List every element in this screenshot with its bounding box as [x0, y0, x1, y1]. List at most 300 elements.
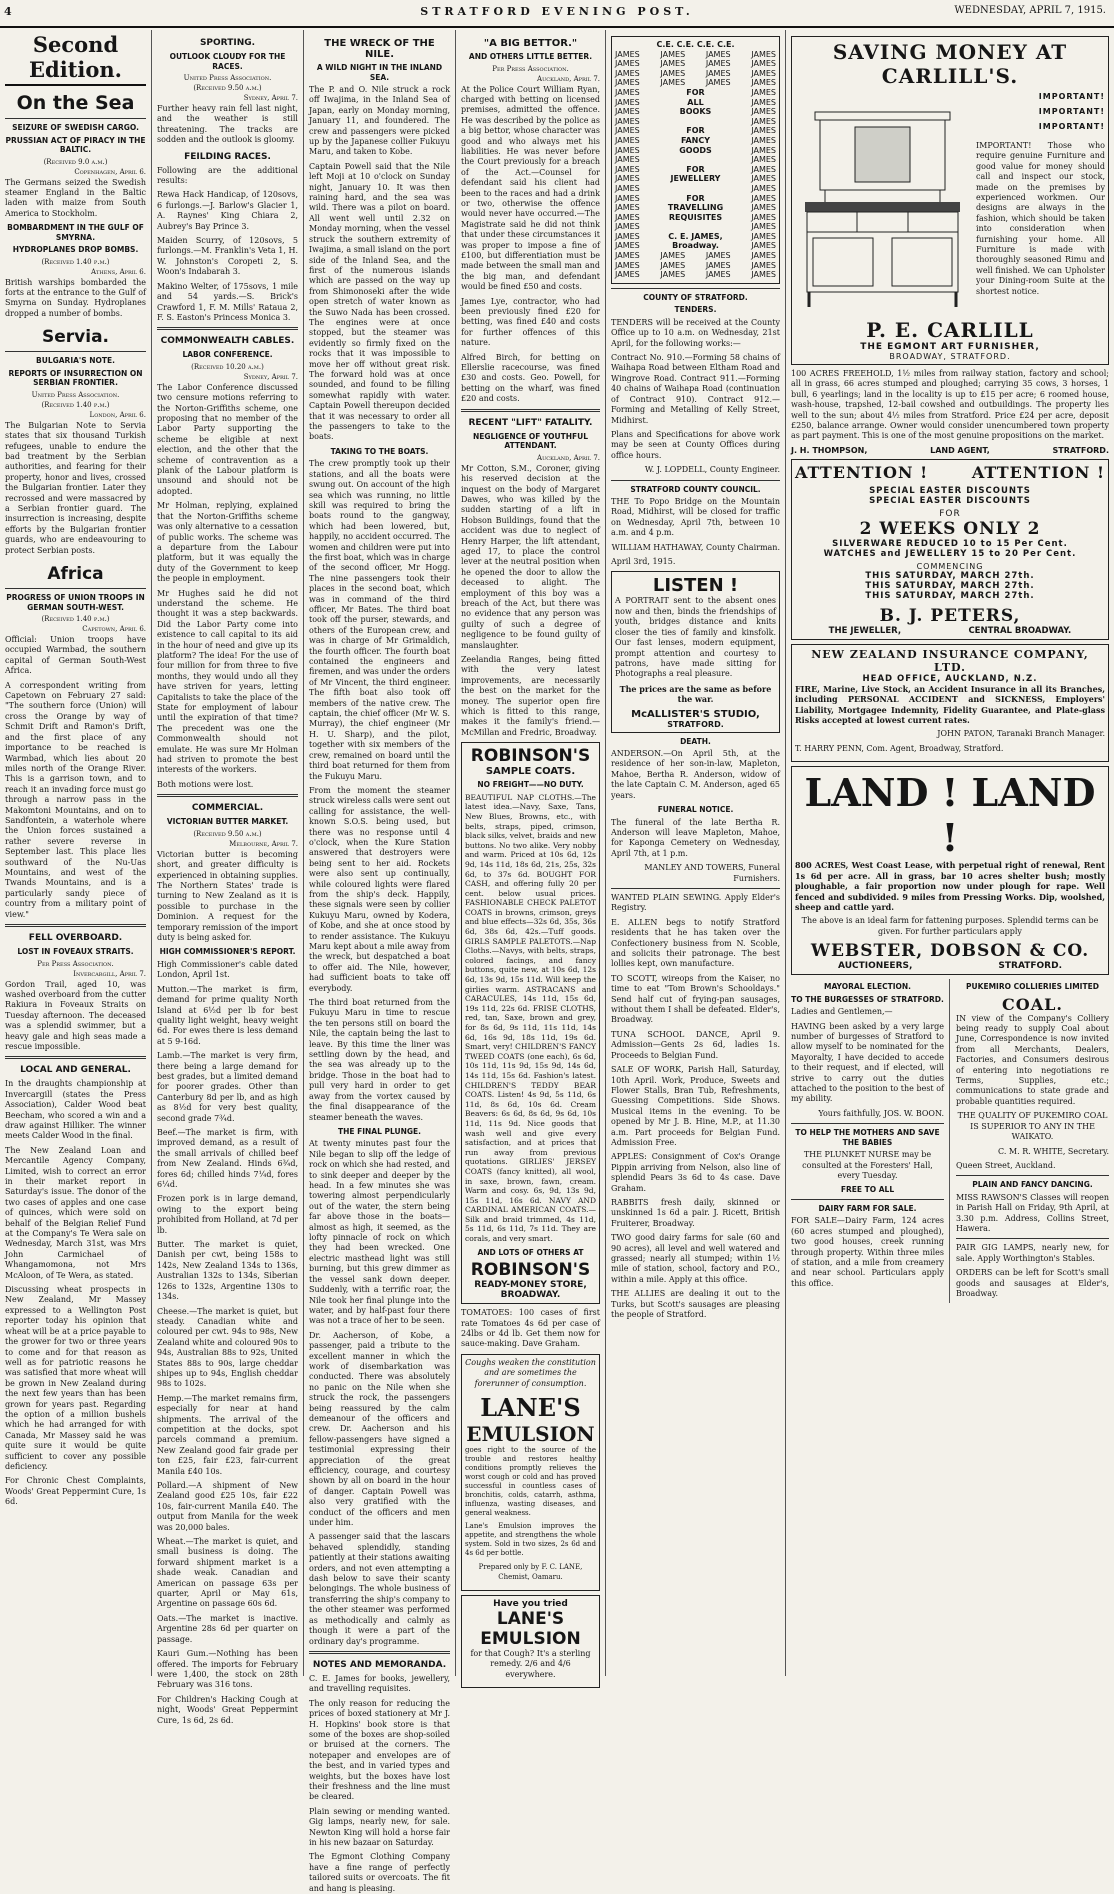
- feilding-heading: FEILDING RACES.: [184, 151, 271, 162]
- on-the-sea-heading: On the Sea: [16, 92, 135, 114]
- peters-ad: [791, 459, 1109, 640]
- stratford-label: STRATFORD.: [1052, 445, 1109, 455]
- james-text: JAMES: [705, 78, 731, 88]
- dancing-text: MISS RAWSON'S Classes will reopen in Parish Hall on Friday, 9th April, at 3.30 p.m. Address, Collins Street, Hawera.: [956, 1192, 1109, 1234]
- jeweller-label: THE JEWELLER,: [828, 625, 902, 636]
- james-text: JAMES: [751, 183, 776, 193]
- wreck-heading: THE WRECK OF THE NILE.: [324, 38, 435, 60]
- wild-night-heading: A WILD NIGHT IN THE INLAND SEA.: [316, 63, 443, 82]
- article-text: At the Police Court William Ryan, charged with betting on licensed premises, admitted the offence. He was described by the police as a big bettor, whose character was good and who always met his liabilities. He was never before the Court previously for a breach of the Act.—Counsel for defendant said his client had been to the races and had a drink or two, otherwise the offence would never have occurred.—The Magistrate said he did not think that under these circumstances it was proper to impose a fine of £100, but differentiation must be made between the small man and the big man, and defendant would be fined £50 and costs.: [461, 84, 600, 292]
- article-text: The P. and O. Nile struck a rock off Iwajima, in the Inland Sea of Japan, early on Monday morning, January 11, and foundered. The crew and passengers were picked up by the Japanese collier Fukuyu Maru, and taken to Kobe.: [309, 85, 450, 157]
- nzic-penn: T. HARRY PENN, Com. Agent, Broadway, Stratford.: [795, 743, 1004, 753]
- travelling-text: TRAVELLING: [667, 203, 724, 213]
- james-text: JAMES: [615, 126, 640, 136]
- article-text: The New Zealand Loan and Mercantile Agency Company, Limited, wish to correct an error in their market report in Saturday's issue. The donor of the two cases of apples and one case of quinces, which were sold on behalf of the Belgian Relief Fund at the Company's Te Wera sale on Wednesday, March 31st, was Mrs John Carmichael of Whangamomona, not Mrs McAloon, of Te Wera, as stated.: [5, 1145, 146, 1280]
- article-text: The third boat returned from the Fukuyu Maru in time to rescue the ten persons still on board the Nile, the captain being the last to leave. By this time the liner was settling down by the head, and the sea was already up to the bridge. Those in the boat had to pull very hard in order to get away from the vortex caused by the final disappearance of the steamer beneath the waves.: [309, 998, 450, 1122]
- final-plunge-heading: THE FINAL PLUNGE.: [337, 1126, 422, 1136]
- james-text: JAMES: [615, 97, 640, 107]
- saving-money-title: SAVING MONEY AT: [832, 40, 1068, 64]
- nzic-ad: [791, 644, 1109, 762]
- article-text: Plain sewing or mending wanted. Gig lamps, nearly new, for sale. Newton King will hold a horse fair in his new bazaar on Saturday.: [309, 1806, 450, 1847]
- thompson-name: J. H. THOMPSON,: [791, 445, 868, 455]
- article-text: The Egmont Clothing Company have a fine range of perfectly tailored suits or overcoats. The fit and hang is pleasing.: [309, 1852, 450, 1893]
- press-credit: United Press Association.: [183, 74, 272, 82]
- taking-boats-heading: TAKING TO THE BOATS.: [330, 446, 429, 456]
- press-credit: Per Press Association.: [492, 64, 569, 73]
- books-text: BOOKS: [679, 107, 712, 117]
- piracy-heading: PRUSSIAN ACT OF PIRACY IN THE BALTIC.: [5, 135, 146, 154]
- ce-james-name: C. E. JAMES,: [668, 231, 723, 241]
- robinsons-broadway: BROADWAY.: [500, 1290, 561, 1301]
- james-text: JAMES: [751, 260, 776, 270]
- mcallister-name: McALLISTER'S STUDIO,: [631, 708, 760, 720]
- notes-heading: NOTES AND MEMORANDA.: [312, 1659, 447, 1670]
- local-general-heading: LOCAL AND GENERAL.: [20, 1065, 131, 1076]
- james-text: JAMES: [615, 116, 640, 126]
- robinsons-text: BEAUTIFUL NAP CLOTHS.—The latest idea.—Navy, Saxe, Tans, New Blues, Browns, etc., with belts, straps, piped, crimson, black silks, velvet, braids and new buttons. No two alike. Very nobby and warm. Priced at 10s 6d, 12s 9d, 14s 11d, 18s 6d, 21s, 25s, 32s 6d, to 37s 6d. BOUGHT FOR CASH, and offering fully 20 per cent. below usual prices. FASHIONABLE CHECK PALETOT COATS in browns, crimson, greys and blue effects—32s 6d, 35s, 36s 6d, 38s 6d, 42s.—Tuff goods. GIRLS SAMPLE PALETOTS.—Nap Cloths.—Navys, with belts, straps, colored facings, and fancy buttons, quite new, at 10s 6d, 12s 6d, 13s 9d, 15s 11d. Will keep the girlies warm. ASTRACANS and CARACULES, 14s 11d, 15s 6d, 19s 11d, 22s 6d. FRISE CLOTHS, red, tan, Saxe, brown and grey, for 8s 6d, 9s 11d, 11s 11d, 14s 6d, 16s 9d, 18s 11d, 19s 6d. Smart, very! CHILDREN'S FANCY TWEED COATS (one each), 6s 6d, 10s 11d, 11s 9d, 15s 9d, 14s 6d, 14s 11d, 15s 6d. Fashion's latest. CHILDREN'S TEDDY BEAR COATS. Listen! 4s 9d, 5s 11d, 6s 11d, 8s 6d, 10s 6d. Cream Beavers: 6s 6d, 8s 6d, 9s 6d, 10s 11d, 11s 9d. Nice goods that wash well and give every satisfaction, and at prices that run away from previous quotations. GIRLIES' JERSEY COATS (fancy knitted), all wool, in saxe, brown, fawn, cream. Warm and cosy. 6s, 9d, 13s 9d, 15s 11d, 16s 6d. NAVY AND CARDINAL AMERICAN COATS.—Silk and braid trimmed, 4s 11d, 5s 11d, 6s 11d, 7s 11d. They are corals, and very smart.: [465, 792, 596, 1244]
- james-text: JAMES: [615, 49, 640, 59]
- dateline: Sydney, April 7.: [243, 372, 298, 381]
- robinsons-more: AND LOTS OF OTHERS AT: [477, 1247, 584, 1257]
- article-text: The Bulgarian Note to Servia states that six thousand Turkish refugees, unable to endure the bad treatment by the Serbian authorities, and fearing for their property, honor and lives, crossed the Bulgarian frontier. Later they recrossed and were massacred by a Serbian frontier guard. The insurrection is increasing, despite efforts by the Bulgarian frontier guards, who are endeavouring to protect Serbian posts.: [5, 420, 146, 555]
- nzic-text: FIRE, Marine, Live Stock, an Accident Insurance in all its Branches, including PERSONAL ACCIDENT and SICKNESS, Employers' Liability, Mortgagee Indemnity, Fidelity Guarantee, and Plate-glass Risks accepted at lowest current rates.: [795, 683, 1105, 726]
- robinsons-title: ROBINSON'S: [470, 746, 591, 767]
- james-text: JAMES: [751, 145, 776, 155]
- james-text: JAMES: [615, 135, 640, 145]
- carlill-text: IMPORTANT! Those who require genuine Furniture and good value for money should call and inspect our stock, made on the premises by experienced workmen. Our designs are always in the fashion, which should be taken into consideration when furnishing your home. All Furniture is made with thoroughly seasoned Rimu and well finished. We can Upholster your Dining-room Suite at the shortest notice.: [976, 141, 1105, 296]
- james-text: JAMES: [615, 222, 640, 232]
- mothers-heading: TO HELP THE MOTHERS AND SAVE THE BABIES: [795, 1128, 940, 1147]
- james-text: JAMES: [751, 222, 776, 232]
- lift-heading: RECENT "LIFT" FATALITY.: [468, 417, 593, 428]
- classified-ad: TWO good dairy farms for sale (60 and 90 acres), all level and well watered and grassed; nearly all stumped; within 1½ mile of station, school, factory and P.O., within a mile. Apply at this office.: [611, 1233, 780, 1284]
- ce-header: C.E. C.E. C.E. C.E.: [656, 40, 735, 49]
- james-text: JAMES: [751, 135, 776, 145]
- article-text: Hemp.—The market remains firm, especially for near at hand shipments. The arrival of the competition at the docks, spot parcels command a premium. New Zealand good fair grade per ton £25, fair £23, fair-current Manila £40 10s.: [157, 1393, 298, 1476]
- carlill-address: BROADWAY, STRATFORD.: [889, 352, 1011, 361]
- classified-ad: E. ALLEN begs to notify Stratford residents that he has taken over the Confectionery business from N. Scoble, and solicits their patronage. The best lollies kept, own manufacture.: [611, 917, 780, 969]
- dateline: Capetown, April 6.: [82, 625, 146, 634]
- bulgaria-heading: BULGARIA'S NOTE.: [36, 356, 115, 366]
- paper-title: STRATFORD EVENING POST.: [420, 5, 694, 18]
- article-text: Pollard.—A shipment of New Zealand good £25 10s, fair £22 10s, fair-current Manila £40. The output from Manila for the week was 20,000 bales.: [157, 1481, 298, 1532]
- dateline: Athens, April 6.: [90, 267, 146, 276]
- column-1: [0, 30, 152, 1676]
- dairy-text: FOR SALE—Dairy Farm, 124 acres (60 acres stumped and ploughed), two good houses, creek running through property. Within three miles of station, and a mile from creamery and near school. Particulars apply this office.: [791, 1216, 944, 1288]
- james-text: JAMES: [615, 270, 640, 280]
- james-text: JAMES: [751, 87, 776, 97]
- butter-heading: VICTORIAN BUTTER MARKET.: [166, 817, 289, 827]
- seizure-heading: SEIZURE OF SWEDISH CARGO.: [12, 123, 139, 132]
- servia-heading: Servia.: [42, 327, 109, 348]
- robinsons-tag: NO FREIGHT——NO DUTY.: [477, 780, 584, 790]
- funeral-signature: MANLEY AND TOWERS, Funeral Furnishers.: [644, 863, 780, 883]
- mcallister-location: STRATFORD.: [667, 719, 724, 729]
- special-discount: SPECIAL EASTER DISCOUNTS: [869, 485, 1031, 496]
- notice-signature: WILLIAM HATHAWAY, County Chairman.: [611, 542, 780, 552]
- reports-heading: REPORTS OF INSURRECTION ON SERBIAN FRONTIER.: [8, 368, 143, 388]
- james-text: JAMES: [751, 203, 776, 213]
- for-text: FOR: [686, 126, 705, 136]
- article-text: Both motions were lost.: [157, 779, 254, 789]
- james-text: JAMES: [615, 107, 640, 117]
- nzic-head-office: HEAD OFFICE, AUCKLAND, N.Z.: [862, 673, 1038, 684]
- big-bettor-heading: "A BIG BETTOR.": [483, 38, 578, 49]
- goods-text: GOODS: [679, 145, 712, 155]
- notice-text: THE To Popo Bridge on the Mountain Road, Midhirst, will be closed for traffic on Wednesday, April 7th, between 10 a.m. and 4 p.m.: [611, 497, 780, 538]
- dateline: Auckland, April 7.: [537, 74, 600, 83]
- carlill-ad: [791, 36, 1109, 365]
- land-text-2: The above is an ideal farm for fattening purposes. Splendid terms can be given. For further particulars apply: [801, 916, 1099, 936]
- article-text: James Lye, contractor, who had been previously fined £20 for betting, was fined £40 and costs for further offences of this nature.: [461, 296, 600, 348]
- land-agent-label: LAND AGENT,: [930, 445, 990, 455]
- important-label: IMPORTANT!: [1038, 107, 1105, 116]
- negligence-heading: NEGLIGENCE OF YOUTHFUL ATTENDANT.: [472, 431, 589, 451]
- article-text: The only reason for reducing the prices of boxed stationery at Mr J. H. Hopkins' book store is that some of the boxes are shop-soiled or bruised at the corners. The notepaper and envelopes are of the best, and in varied types and weights, but the boxes have lost their freshness and the line must be cleared.: [309, 1698, 450, 1802]
- mayoral-signature: Yours faithfully, JOS. W. BOON.: [818, 1108, 944, 1118]
- received-time: (Received 9.50 a.m.): [193, 84, 262, 92]
- second-edition-title: Second Edition.: [5, 32, 146, 86]
- james-text: JAMES: [751, 68, 776, 78]
- classified-ad: RABBITS fresh daily, skinned or unskinned 1s 6d a pair. J. Ricett, British Fruiterer, Broadway.: [611, 1197, 780, 1228]
- two-weeks-title: 2 WEEKS ONLY 2: [859, 518, 1041, 539]
- plunket-text: THE PLUNKET NURSE may be consulted at the Foresters' Hall, every Tuesday.: [802, 1150, 933, 1180]
- funeral-text: The funeral of the late Bertha R. Anderson will leave Mapleton, Mahoe, for Kaponga Cemetery on Wednesday, April 7th, at 1 p.m.: [611, 817, 780, 858]
- fancy-text: FANCY: [680, 135, 711, 145]
- stratford-label: STRATFORD.: [998, 961, 1062, 972]
- article-text: Mutton.—The market is firm, demand for prime quality North Island at 6½d per lb for best quality light weight, heavy weight 6d. For ewes there is less demand at 5 9-16d.: [157, 984, 298, 1046]
- robinsons-subtitle: SAMPLE COATS.: [485, 766, 576, 778]
- james-text: JAMES: [615, 260, 640, 270]
- article-text: Oats.—The market is inactive. Argentine 28s 6d per quarter on passage.: [157, 1613, 298, 1644]
- carlill-egmont: THE EGMONT ART FURNISHER,: [860, 342, 1040, 352]
- press-credit: Per Press Association.: [37, 959, 114, 968]
- mayoral-text: HAVING been asked by a very large number of burgesses of Stratford to allow myself to be nominated for the Mayoralty, I have decided to accede to their request, and if elected, will strive to carry out the duties attached to the position to the best of my ability.: [791, 1021, 944, 1104]
- received-time: (Received 9.0 a.m.): [43, 157, 108, 166]
- coal-title: COAL.: [1002, 994, 1063, 1014]
- james-text: JAMES: [660, 260, 686, 270]
- article-text: British warships bombarded the forts at the entrance to the Gulf of Smyrna on Sunday. Hydroplanes dropped a number of bombs.: [5, 277, 146, 318]
- james-text: JAMES: [751, 78, 776, 88]
- carlills-title: CARLILL'S.: [881, 64, 1019, 88]
- james-text: JAMES: [751, 164, 776, 174]
- james-text: JAMES: [660, 270, 686, 280]
- james-text: JAMES: [660, 49, 686, 59]
- article-text: Captain Powell said that the Nile left Moji at 10 o'clock on Sunday night, January 10. It was then raining hard, and the sea was wild. There was a pilot on board. All went well until 2.32 on Monday morning, when the vessel struck the southern extremity of Iwajima, a small island on the port side of the Inland Sea, and the first of the numerous islands which are passed on the way up from Shimonoseki after the wide open stretch of water known as the Suwo Nada has been crossed. The engines were at once stopped, but the steamer was evidently so firmly fixed on the rocks that it was impossible to move her off without great risk. The forward hold was at once sounded, and found to be filling somewhat rapidly with water. Captain Powell thereupon decided that it was necessary to order all the passengers to take to the boats.: [309, 161, 450, 442]
- outlook-heading: OUTLOOK CLOUDY FOR THE RACES.: [169, 52, 286, 71]
- issue-date: WEDNESDAY, APRIL 7, 1915.: [954, 5, 1106, 16]
- attention-title: ATTENTION !: [795, 462, 929, 482]
- received-time: (Received 1.40 p.m.): [41, 615, 110, 624]
- lanes-2-text: for that Cough? It's a sterling remedy. 2/6 and 4/6 everywhere.: [470, 1648, 591, 1679]
- land-agent-text: 100 ACRES FREEHOLD, 1½ miles from railway station, factory and school; all in grass, 66 acres stumped and ploughed; carrying 35 cows, 3 horses, 1 bull, 6 yearlings; land in the locality is up to £15 per acre; 6 roomed house, wash-house, trapshed, 12-bail cowshed and outbuildings. The property lies well to the sun; about 4½ miles from Stratford. Price £24 per acre, deposit £250, balance arrange. Owner would consider unencumbered town property as part payment. This is one of the most genuine propositions on the market.: [791, 369, 1109, 441]
- classified-ad: APPLES: Consignment of Cox's Orange Pippin arriving from Nelson, also line of splendid Pears 3s 6d to 4s case. Dave Graham.: [611, 1152, 780, 1193]
- commercial-heading: COMMERCIAL.: [191, 803, 264, 814]
- article-text: The Germans seized the Swedish steamer England in the Baltic laden with maize from South America to Stockholm.: [5, 177, 146, 218]
- article-text: Cheese.—The market is quiet, but steady. Canadian white and coloured per cwt. 94s to 98s, New Zealand white and coloured 90s to 94s, Australian 88s to 92s, United States 88s to 90s, large cheddar shipes up to 94s, English cheddar 98s to 102s.: [157, 1306, 298, 1389]
- important-label: IMPORTANT!: [1038, 92, 1105, 101]
- hydroplanes-heading: HYDROPLANES DROP BOMBS.: [12, 245, 139, 255]
- article-text: Gordon Trail, aged 10, was washed overboard from the cutter Rakiura in Foveaux Straits on Tuesday afternoon. The deceased was a splendid swimmer, but a heavy gale and high seas made a rescue impossible.: [5, 979, 146, 1051]
- coal-quality: THE QUALITY OF PUKEMIRO COAL IS SUPERIOR TO ANY IN THE WAIKATO.: [957, 1111, 1108, 1142]
- land-text: 800 ACRES, West Coast Lease, with perpetual right of renewal, Rent 1s 6d per acre. All in grass, bar 10 acres shelter bush; mostly ploughable, a fair proportion now under plough for rape. Well fenced and subdivided. 9 miles from Pressing Works. Dip, woolshed, sheep and cattle yard.: [795, 860, 1105, 912]
- dateline: London, April 6.: [89, 410, 146, 419]
- james-text: JAMES: [751, 155, 776, 165]
- dairy-heading: DAIRY FARM FOR SALE.: [818, 1203, 917, 1213]
- article-text: Butter. The market is quiet, Danish per cwt, being 158s to 142s, New Zealand 134s to 136s, Australian 132s to 134s, Siberian 126s to 132s, Argentine 130s to 134s.: [157, 1240, 298, 1302]
- james-text: JAMES: [660, 68, 686, 78]
- council-heading: STRATFORD COUNTY COUNCIL.: [630, 484, 761, 494]
- article-text: Maiden Scurry, of 120sovs, 5 furlongs.—M. Franklin's Veta 1, H. W. Johnston's Coropeti 2, S. Woon's Indabarah 3.: [157, 236, 298, 277]
- james-text: JAMES: [615, 59, 640, 69]
- lanes-prepared: Prepared only by F. C. LANE, Chemist, Oamaru.: [478, 1563, 583, 1582]
- article-text: Rewa Hack Handicap, of 120sovs, 6 furlongs.—J. Barlow's Glacier 1, A. Raynes' King Chiara 2, Aubrey's Bay Prince 3.: [157, 190, 298, 231]
- central-label: CENTRAL BROADWAY.: [968, 625, 1072, 636]
- tomatoes-ad: TOMATOES: 100 cases of first rate Tomatoes 4s 6d per case of 24lbs or 4d lb. Get them now for sauce-making. Dave Graham.: [461, 1308, 600, 1349]
- article-text: A correspondent writing from Capetown on February 27 said: "The southern force (Union) will cross the Orange by way of Schmit Drift and Ramon's Drift, and the first place of any importance to be reached is Warmbad, which lies about 20 miles north of the Orange River. This is a garrison town, and to reach it an invading force must go through a narrow pass in the Makomtoni Mountains, and on to Sandfontein, a waterhole where the Union forces sustained a rather severe reverse in September last. This place lies southward of the Nu-Uas Mountains, and west of the Twands Mountains, and is a particularly sandy piece of country from a military point of view.": [5, 680, 146, 919]
- james-text: JAMES: [615, 155, 640, 165]
- james-text: JAMES: [615, 174, 640, 184]
- james-text: JAMES: [615, 183, 640, 193]
- james-text: JAMES: [615, 241, 640, 251]
- for-text: FOR: [686, 87, 705, 97]
- column-6: [786, 30, 1114, 1676]
- hc-report-heading: HIGH COMMISSIONER'S REPORT.: [159, 947, 296, 957]
- special-discount: SPECIAL EASTER DISCOUNTS: [869, 495, 1031, 506]
- saturday-line: THIS SATURDAY, MARCH 27th.: [865, 580, 1035, 591]
- dateline: Melbourne, April 7.: [229, 839, 298, 848]
- dateline: Auckland, April 7.: [537, 453, 600, 462]
- lanes-emulsion-title: EMULSION: [466, 1422, 595, 1446]
- column-4: [456, 30, 606, 1679]
- dateline: Copenhagen, April 6.: [74, 167, 146, 176]
- free-heading: FREE TO ALL: [840, 1185, 895, 1195]
- article-text: Following are the additional results:: [157, 165, 298, 186]
- james-text: JAMES: [751, 49, 776, 59]
- overboard-heading: FELL OVERBOARD.: [28, 933, 123, 943]
- received-time: (Received 10.20 a.m.): [191, 362, 264, 371]
- james-text: JAMES: [751, 193, 776, 203]
- article-text: Alfred Birch, for betting on Ellerslie racecourse, was fined £30 and costs. Geo. Powell, for betting on the wharf, was fined £20 and costs.: [461, 352, 600, 404]
- james-text: JAMES: [615, 164, 640, 174]
- james-text: JAMES: [705, 270, 731, 280]
- land-ad: [791, 766, 1109, 975]
- article-text: Victorian butter is becoming short, and greater difficulty is experienced in obtaining supplies. The Northern States' trade is turning to New Zealand as it is possible to purchase in the Dominion. A request for the temporary remission of the import duty is being asked for.: [157, 849, 298, 942]
- james-text: JAMES: [751, 251, 776, 261]
- death-heading: DEATH.: [680, 736, 711, 746]
- article-text: From the moment the steamer struck wireless calls were sent out calling for assistance, the well-known S.O.S. being used, but there was no response until 4 o'clock, when the Kure Station answered that destroyers were being sent to her aid. Rockets were also sent up continually, while coloured lights were flared from the ship's deck. Happily, these signals were seen by collier Kukuyu Maru, owned by Kodera, of Kobe, and she at once stood by to render assistance. The Kukuyu Maru kept about a mile away from the wreck, but despatched a boat to offer aid. The Nile, however, had sufficient boats to take off everybody.: [309, 785, 450, 993]
- lost-heading: LOST IN FOVEAUX STRAITS.: [17, 947, 134, 956]
- burgesses-heading: TO THE BURGESSES OF STRATFORD.: [791, 994, 944, 1004]
- article-text: Mr Holman, replying, explained that the Norton-Griffiths scheme was only alternative to a cessation of public works. The scheme was a departure from the Labour platform, but it was equally the duty of the Government to keep the people in employment.: [157, 501, 298, 584]
- notice-signature: W. J. LOPDELL, County Engineer.: [644, 465, 780, 475]
- james-text: JAMES: [751, 97, 776, 107]
- james-text: JAMES: [615, 203, 640, 213]
- article-text: Discussing wheat prospects in New Zealand, Mr Massey expressed to a Wellington Post reporter today his opinion that wheat will be at a price payable to the grower for two or three years to come and for that reason as well as for patriotic reasons he was satisfied that more wheat will be grown in New Zealand during the next few years than has been grown for years past. Regarding the option of a million bushels which he had arranged for with Canada, Mr Massey said he was quite sure it would be quite sufficient to cover any possible deficiency.: [5, 1285, 146, 1471]
- james-text: JAMES: [751, 116, 776, 126]
- attention-title-2: ATTENTION !: [971, 462, 1105, 482]
- james-text: JAMES: [751, 241, 776, 251]
- ce-james-broadway: Broadway.: [672, 241, 719, 251]
- article-text: For Chronic Chest Complaints, Woods' Great Peppermint Cure, 1s 6d.: [5, 1476, 146, 1507]
- column-5: [606, 30, 786, 1676]
- james-text: JAMES: [660, 59, 686, 69]
- james-text: JAMES: [751, 174, 776, 184]
- classified-ad: WANTED PLAIN SEWING. Apply Elder's Registry.: [611, 893, 780, 913]
- lanes-2-title: LANE'S EMULSION: [480, 1608, 581, 1649]
- nzic-paton: JOHN PATON, Taranaki Branch Manager.: [937, 729, 1105, 739]
- notice-text: TENDERS will be received at the County Office up to 10 a.m. on Wednesday, 21st April, for the following works:—: [611, 317, 780, 348]
- james-text: JAMES: [615, 145, 640, 155]
- article-text: Kauri Gum.—Nothing has been offered. The imports for February were 1,400, the stock on 28th February was 316 tons.: [157, 1649, 298, 1690]
- for-text: FOR: [686, 193, 705, 203]
- robinsons-title-2: ROBINSON'S: [470, 1260, 591, 1281]
- notice-text: Plans and Specifications for above work may be seen at County Offices during office hours.: [611, 429, 780, 460]
- james-text: JAMES: [705, 260, 731, 270]
- lanes-text-2: Lane's Emulsion improves the appetite, and strengthens the whole system. Sold in two sizes, 2s 6d and 4s 6d per bottle.: [465, 1522, 596, 1557]
- notice-text: Contract No. 910.—Forming 58 chains of Waihapa Road between Eltham Road and Wingrove Road. Contract 911.—Forming 40 chains of Waihapa Road (continuation of Contract 910). Contract 912.—Forming and Metalling of Kelly Street, Midhirst.: [611, 353, 780, 425]
- coal-address: Queen Street, Auckland.: [956, 1160, 1056, 1170]
- commonwealth-heading: COMMONWEALTH CABLES.: [160, 336, 295, 347]
- robinsons-ad: [461, 742, 600, 1304]
- dateline: Sydney, April 7.: [243, 94, 298, 102]
- for-text: FOR: [686, 164, 705, 174]
- mayoral-salutation: Ladies and Gentlemen,—: [791, 1007, 893, 1017]
- james-text: JAMES: [751, 231, 776, 241]
- all-text: ALL: [687, 97, 704, 107]
- auctioneers-label: AUCTIONEERS,: [838, 961, 913, 972]
- funeral-heading: FUNERAL NOTICE.: [657, 805, 734, 815]
- james-text: JAMES: [660, 78, 686, 88]
- article-text: Frozen pork is in large demand, owing to the export being prohibited from Holland, at 7d per lb.: [157, 1194, 298, 1235]
- received-time: (Received 1.40 p.m.): [41, 257, 110, 266]
- coal-text: IN view of the Company's Colliery being ready to supply Coal about June, Correspondence is now invited from all Merchants, Dealers, Factories, and Consumers desirous of entering into negotiations re Terms, Supplies, etc.; communications to state grade and probable quantities required.: [956, 1013, 1109, 1106]
- article-text: Official: Union troops have occupied Warmbad, the southern capital of German South-West Africa.: [5, 635, 146, 676]
- james-text: JAMES: [751, 59, 776, 69]
- dancing-heading: PLAIN AND FANCY DANCING.: [972, 1180, 1093, 1190]
- james-text: JAMES: [751, 126, 776, 136]
- carlill-name: P. E. CARLILL: [866, 318, 1034, 342]
- silver-line: SILVERWARE REDUCED 10 to 15 Per Cent.: [832, 538, 1068, 549]
- robinsons-store: READY-MONEY STORE,: [474, 1280, 587, 1291]
- article-text: A passenger said that the lascars behaved splendidly, standing patiently at their stations awaiting orders, and not even attempting a dash below to save their scanty belongings. The whole business of transferring the ship's company to the other steamer was performed as methodically and calmly as though it were a part of the ordinary day's programme.: [309, 1532, 450, 1646]
- article-text: High Commissioner's cable dated London, April 1st.: [157, 959, 298, 980]
- article-text: The crew promptly took up their stations, and all the boats were swung out. On account of the high sea which was running, no little skill was required to bring the boats round to the gangway, which had been lowered, but, happily, no accident occurred. The women and children were put into the first boat, which was in charge of the second officer, Mr Hogg. The nine passengers took their places in the second boat, which was in command of the third officer, Mr Bates. The third boat took off the purser, stewards, and others of the European crew, and was in charge of Mr Grimaldich, the fourth officer. The fourth boat contained the engineers and firemen, and was under the orders of Mr Vincent, the third engineer. The fifth boat also took off members of the native crew. The captain, the chief officer (Mr W. S. Murray), the chief engineer (Mr H. U. Sharp), and the pilot, together with six members of the crew, remained on board until the third boat returned for them from the Fukuyu Maru.: [309, 459, 451, 781]
- webster-name: WEBSTER, DOBSON & CO.: [810, 941, 1090, 962]
- listen-ad: [611, 571, 780, 732]
- watches-line: WATCHES and JEWELLERY 15 to 20 Per Cent.: [823, 548, 1077, 559]
- masthead: [0, 0, 1114, 28]
- james-text: JAMES: [705, 251, 731, 261]
- article-text: Further heavy rain fell last night, and the weather is still threatening. The tracks are sodden and the outlook is gloomy.: [157, 104, 298, 145]
- lanes-emulsion-ad: [461, 1354, 600, 1591]
- classified-ad: TUNA SCHOOL DANCE, April 9. Admission—Gents 2s 6d, ladies 1s. Proceeds to Belgian Fund.: [611, 1029, 780, 1060]
- saturday-line: THIS SATURDAY, MARCH 27th.: [865, 590, 1035, 601]
- death-text: ANDERSON.—On April 5th, at the residence of her son-in-law, Mapleton, Mahoe, Bertha R. Anderson, widow of the late Captain C. M. Anderson, aged 65 years.: [611, 749, 780, 800]
- lanes-text: goes right to the source of the trouble and restores healthy conditions promptly relieves the worst cough or cold and has proved successful in countless cases of bronchitis, colds, catarrh, asthma, influenza, wasting diseases, and general weakness.: [465, 1446, 596, 1517]
- article-text: Zeelandia Ranges, being fitted with the very latest improvements, are necessarily the best on the market for the money. The superior open fire which is fitted to this range, makes it the family's friend.—McMillan and Fredric, Broadway.: [461, 655, 600, 737]
- received-time: (Received 1.40 p.m.): [41, 400, 110, 409]
- james-text: JAMES: [705, 68, 731, 78]
- article-text: At twenty minutes past four the Nile began to slip off the ledge of rock on which she had rested, and to sink deeper and deeper by the head. In a few minutes she was towering almost perpendicularly out of the water, the stern being far above those in the boats—almost as high, it seemed, as the lofty pinnacle of rock on which they had been wrecked. One electric masthead light was still burning, but this grew dimmer as the vessel sank down deeper. Suddenly, with a terrific roar, the Nile took her final plunge into the water, and by half-past four there was not a trace of her to be seen.: [309, 1139, 450, 1326]
- coal-secretary: C. M. R. WHITE, Secretary.: [998, 1146, 1109, 1156]
- article-text: Wheat.—The market is quiet, and small business is doing. The forward shipment market is a shade weak. Canadian and American on passage 63s per quarter, April or May 61s, Argentine on passage 60s 6d.: [157, 1537, 298, 1609]
- james-text: JAMES: [660, 251, 686, 261]
- lanes-2-tag: Have you tried: [493, 1598, 568, 1609]
- article-text: The Labor Conference discussed two censure motions referring to the Norton-Griffiths scheme, one proposing that no member of the Labor Party supporting the scheme be eligible at next election, and the other that the scheme of contravention as a plank of the Labour platform is unsound and should not be adopted.: [157, 382, 298, 496]
- others-heading: AND OTHERS LITTLE BETTER.: [468, 52, 593, 61]
- column-3: [304, 30, 456, 1893]
- listen-prices: The prices are the same as before the war.: [619, 683, 772, 705]
- peters-name: B. J. PETERS,: [879, 605, 1021, 626]
- column-2: [152, 30, 304, 1725]
- listen-text: A PORTRAIT sent to the absent ones now and then, binds the friendships of youth, bridges distance and knits closer the ties of family and kinsfolk. Our fast lenses, modern equipment, prompt attention and courtesy to patrons, have made sitting for Photographs a real pleasure.: [615, 596, 776, 679]
- james-text: JAMES: [615, 251, 640, 261]
- africa-heading: Africa: [47, 564, 104, 585]
- lanes-title: LANE'S: [480, 1393, 581, 1422]
- press-credit: United Press Association.: [31, 390, 120, 399]
- notice-date: April 3rd, 1915.: [611, 557, 676, 567]
- james-text: JAMES: [615, 87, 640, 97]
- page-number: 4: [4, 5, 12, 18]
- saturday-line: THIS SATURDAY, MARCH 27th.: [865, 570, 1035, 581]
- ce-james-ad: [611, 36, 780, 284]
- requisites-text: REQUISITES: [668, 212, 723, 222]
- article-text: Makino Welter, of 175sovs, 1 mile and 54 yards.—S. Brick's Crawford 1, F. M. Mills' Rataua 2, F. S. Easton's Princess Monica 3.: [157, 281, 298, 322]
- classified-ad: TO SCOTT, wireops from the Kaiser, no time to eat "Tom Brown's Schooldays." Send half cut of frying-pan sausages, without them I shall be defeated. Elder's, Broadway.: [611, 973, 780, 1025]
- james-text: JAMES: [615, 212, 640, 222]
- gig-lamps-ad: PAIR GIG LAMPS, nearly new, for sale. Apply Worthington's Stables.: [956, 1243, 1109, 1263]
- james-text: JAMES: [615, 193, 640, 203]
- sporting-heading: SPORTING.: [199, 38, 256, 48]
- for-label: FOR: [939, 508, 961, 519]
- article-text: For Children's Hacking Cough at night, Woods' Great Peppermint Cure, 1s 6d, 2s 6d.: [157, 1694, 298, 1725]
- james-text: JAMES: [615, 78, 640, 88]
- classified-ad: THE ALLIES are dealing it out to the Turks, but Scott's sausages are pleasing the people of Stratford.: [611, 1289, 780, 1320]
- james-text: JAMES: [705, 59, 731, 69]
- lanes-emulsion-ad-2: [461, 1595, 600, 1688]
- article-text: In the draughts championship at Invercargill (states the Press Association), Calder Wood beat Beecham, who scored a win and a draw against Hilliker. The winner meets Calder Wood in the final.: [5, 1079, 146, 1141]
- bombardment-heading: BOMBARDMENT IN THE GULF OF SMYRNA.: [7, 223, 144, 242]
- pukemiro-heading: PUKEMIRO COLLIERIES LIMITED: [966, 982, 1099, 992]
- lanes-intro: Coughs weaken the constitution and are sometimes the forerunner of consumption.: [465, 1357, 596, 1388]
- james-text: JAMES: [751, 212, 776, 222]
- important-label: IMPORTANT!: [1038, 122, 1105, 131]
- article-text: Beef.—The market is firm, with improved demand, as a result of the small arrivals of chilled beef from New Zealand. Hinds 6¾d, fores 6d; chilled hinds 7¼d, fores 6¼d.: [157, 1128, 298, 1190]
- orders-ad: ORDERS can be left for Scott's small goods and sausages at Elder's, Broadway.: [956, 1268, 1109, 1299]
- thompson-line: [791, 446, 1109, 455]
- land-title: LAND ! LAND !: [804, 770, 1096, 861]
- article-text: Mr Cotton, S.M., Coroner, giving his reserved decision at the inquest on the body of Margaret Dawes, who was killed by the sudden starting of a lift in Hobson Buildings, found that the accident was due to neglect of Henry Harper, the lift attendant, aged 17, to place the control lever at the neutral position when he opened the door to allow the deceased to alight. The employment of this boy was a breach of the Act, but there was no evidence that any person was guilty of such a degree of negligence to be found guilty of manslaughter.: [461, 463, 600, 650]
- classified-ad: SALE OF WORK, Parish Hall, Saturday, 10th April. Work, Produce, Sweets and Flower Stalls, Bran Tub, Refreshments, Guessing Competitions. Side Shows. Musical items in the evening. To be opened by Mr J. B. Hine, M.P., at 11.30 a.m. Part proceeds for Belgian Fund. Admission Free.: [611, 1065, 780, 1147]
- listen-title: LISTEN !: [652, 575, 739, 597]
- mayoral-heading: MAYORAL ELECTION.: [824, 982, 911, 992]
- article-text: Mr Hughes said he did not understand the scheme. He thought it was a step backwards. Did the Labor Party come into existence to call capital to its aid in the hour of need and give up its platform? The idea! For the use of four million for from three to five months, they would undo all they have striven for years, letting Capitalists to take the place of the State for employment of labour until the expiration of that time? The precedent was one the Commonwealth should not emulate. He was sure Mr Holman had striven to promote the best interests of the workers.: [157, 588, 298, 775]
- dateline: Invercargill, April 7.: [73, 969, 146, 978]
- james-text: JAMES: [751, 270, 776, 280]
- article-text: Dr. Aacherson, of Kobe, a passenger, paid a tribute to the excellent manner in which the work of disembarkation was conducted. There was absolutely no panic on the Nile when she struck the rock, the passengers being reassured by the calm demeanour of the officers and crew. Dr. Aacherson and his fellow-passengers have signed a testimonial expressing their appreciation of the great efficiency, courage, and courtesy shown by all on board in the hour of danger. Captain Powell was also very gratified with the conduct of the officers and men under him.: [309, 1330, 450, 1528]
- county-heading: COUNTY OF STRATFORD.: [643, 292, 748, 302]
- article-text: Lamb.—The market is very firm, there being a large demand for best grades, but a limited demand for poorer grades. Other than Canterbury 8d per lb, and as high as 8½d for very best quality, second grade 7¾d.: [157, 1051, 298, 1123]
- commencing-label: COMMENCING: [916, 561, 984, 571]
- jewellery-text: JEWELLERY: [670, 174, 721, 184]
- sideboard-illustration: [795, 92, 970, 312]
- labor-heading: LABOR CONFERENCE.: [182, 350, 273, 360]
- james-text: JAMES: [615, 68, 640, 78]
- james-text: JAMES: [615, 231, 640, 241]
- james-text: JAMES: [751, 107, 776, 117]
- nzic-title: NEW ZEALAND INSURANCE COMPANY, LTD.: [811, 647, 1089, 674]
